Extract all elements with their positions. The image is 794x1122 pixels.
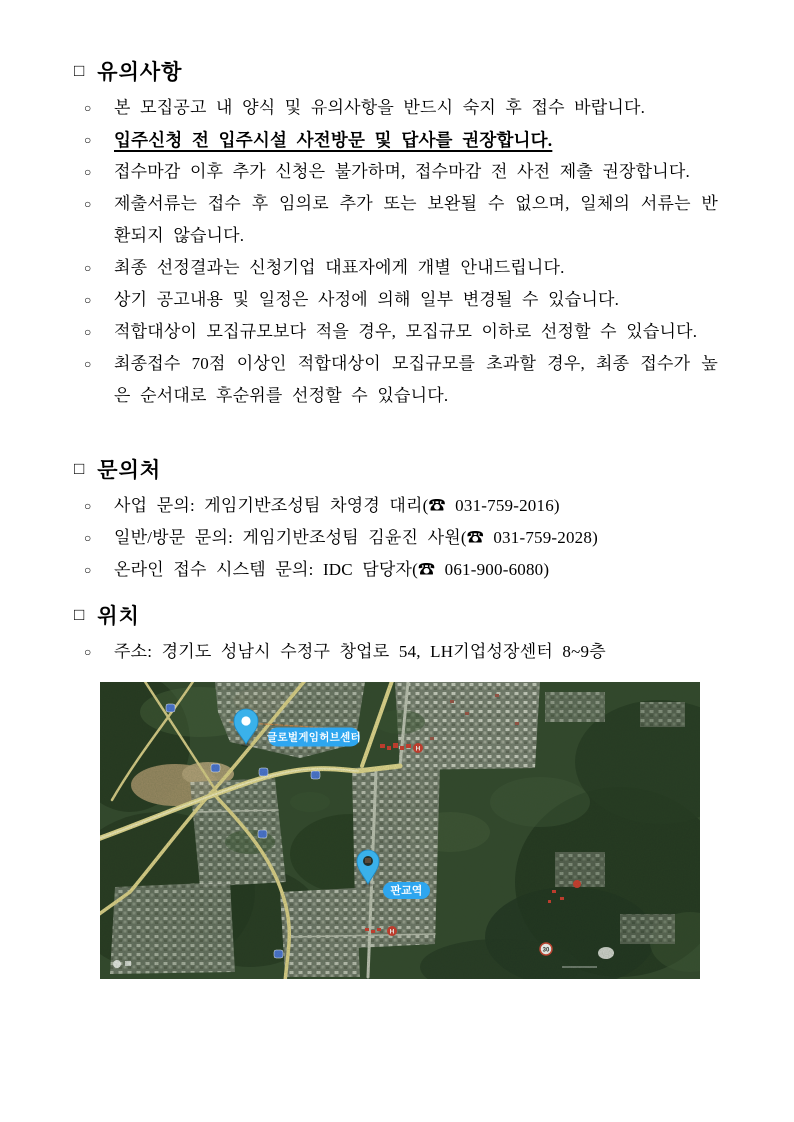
contact-item — [84, 490, 718, 522]
location-heading — [74, 600, 718, 630]
notice-text: 제출서류는 접수 후 임의로 추가 또는 보완될 수 없으며, 일체의 서류는 반환되지 않습니다. — [114, 194, 718, 245]
notice-text: 적합대상이 모집규모보다 적을 경우, 모집규모 이하로 선정할 수 있습니다. — [114, 322, 698, 341]
notice-item-emphasized — [84, 124, 718, 156]
square-bullet-icon: □ — [74, 458, 86, 478]
circle-bullet-icon: ○ — [84, 165, 92, 179]
section-location — [74, 600, 718, 979]
notice-text: 본 모집공고 내 양식 및 유의사항을 반드시 숙지 후 접수 바랍니다. — [114, 98, 646, 117]
notice-list — [74, 92, 718, 412]
circle-bullet-icon: ○ — [84, 101, 92, 115]
notice-heading — [74, 56, 718, 86]
contact-item — [84, 522, 718, 554]
location-list — [74, 636, 718, 668]
contact-item — [84, 554, 718, 586]
notice-text: 입주신청 전 입주시설 사전방문 및 답사를 권장합니다. — [114, 130, 553, 150]
circle-bullet-icon: ○ — [84, 499, 92, 513]
satellite-texture — [100, 682, 700, 979]
location-title: 위치 — [97, 605, 140, 628]
address-item — [84, 636, 718, 668]
section-notice — [74, 56, 718, 412]
notice-item — [84, 252, 718, 284]
contact-text: 온라인 접수 시스템 문의: IDC 담당자(☎ 061-900-6080) — [114, 560, 550, 579]
circle-bullet-icon: ○ — [84, 531, 92, 545]
notice-item — [84, 348, 718, 412]
circle-bullet-icon: ○ — [84, 563, 92, 577]
contact-text: 사업 문의: 게임기반조성팀 차영경 대리(☎ 031-759-2016) — [114, 496, 560, 515]
section-contact — [74, 454, 718, 586]
circle-bullet-icon: ○ — [84, 325, 92, 339]
pin-label-global-game-hub — [266, 728, 361, 747]
contact-list — [74, 490, 718, 586]
notice-text: 최종 선정결과는 신청기업 대표자에게 개별 안내드립니다. — [114, 258, 565, 277]
square-bullet-icon: □ — [74, 604, 86, 624]
notice-title: 유의사항 — [97, 61, 183, 84]
circle-bullet-icon: ○ — [84, 261, 92, 275]
notice-item — [84, 284, 718, 316]
address-text: 주소: 경기도 성남시 수정구 창업로 54, LH기업성장센터 8~9층 — [114, 642, 606, 661]
notice-text: 최종접수 70점 이상인 적합대상이 모집규모를 초과할 경우, 최종 접수가 높은 순서대로 후순위를 선정할 수 있습니다. — [114, 354, 718, 405]
circle-bullet-icon: ○ — [84, 293, 92, 307]
contact-title: 문의처 — [97, 459, 162, 482]
circle-bullet-icon: ○ — [84, 197, 92, 211]
contact-text: 일반/방문 문의: 게임기반조성팀 김윤진 사원(☎ 031-759-2028) — [114, 528, 598, 547]
circle-bullet-icon: ○ — [84, 645, 92, 659]
satellite-map-image — [100, 682, 700, 979]
contact-heading — [74, 454, 718, 484]
pin-label-pangyo-station — [383, 882, 430, 899]
notice-item — [84, 92, 718, 124]
circle-bullet-icon: ○ — [84, 133, 92, 147]
notice-text: 접수마감 이후 추가 신청은 불가하며, 접수마감 전 사전 제출 권장합니다. — [114, 162, 690, 181]
notice-item — [84, 188, 718, 252]
notice-text: 상기 공고내용 및 일정은 사정에 의해 일부 변경될 수 있습니다. — [114, 290, 620, 309]
square-bullet-icon: □ — [74, 60, 86, 80]
svg-text:판교역: 판교역 — [390, 885, 423, 897]
notice-item — [84, 316, 718, 348]
svg-text:글로벌게임허브센터: 글로벌게임허브센터 — [267, 731, 361, 744]
map-container — [100, 682, 700, 979]
circle-bullet-icon: ○ — [84, 357, 92, 371]
notice-item — [84, 156, 718, 188]
